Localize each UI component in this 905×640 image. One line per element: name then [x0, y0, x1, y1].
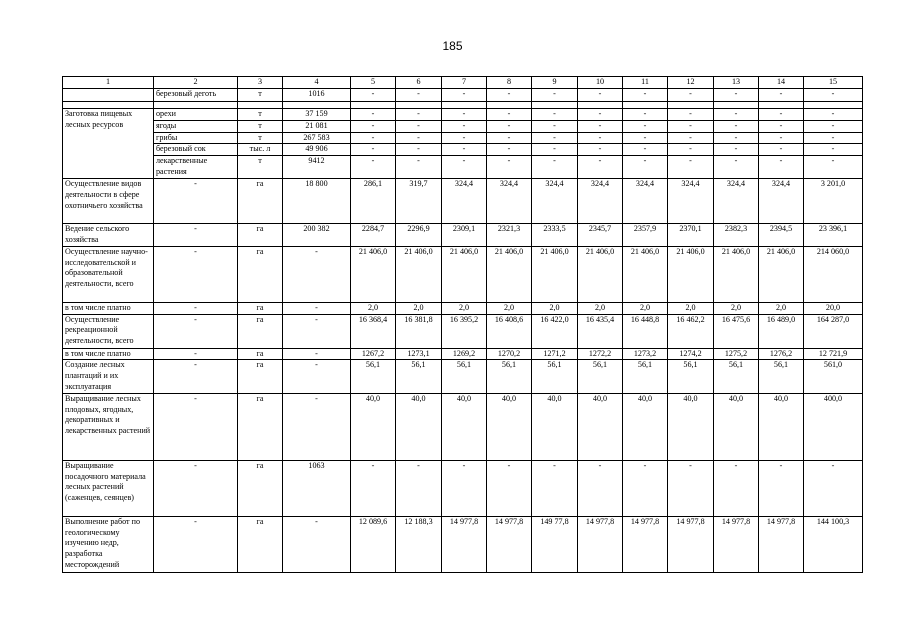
value-cell: 2309,1: [442, 224, 487, 247]
activity-cell: Создание лесных плантаций и их эксплуатация: [63, 360, 154, 393]
value-cell: 23 396,1: [804, 224, 863, 247]
value-cell: -: [623, 89, 668, 102]
value-cell: 2,0: [442, 302, 487, 314]
value-cell: -: [623, 460, 668, 516]
value-cell: 324,4: [759, 179, 804, 224]
value-cell: 286,1: [351, 179, 396, 224]
value-cell: -: [532, 89, 578, 102]
column-number: 3: [238, 77, 283, 89]
value-cell: 56,1: [623, 360, 668, 393]
resource-cell: орехи: [154, 109, 238, 121]
value-cell: 14 977,8: [759, 516, 804, 572]
volume-cell: 37 159: [283, 109, 351, 121]
value-cell: 16 381,8: [396, 314, 442, 348]
value-cell: -: [487, 120, 532, 132]
value-cell: 2321,3: [487, 224, 532, 247]
table-row: [63, 156, 863, 179]
value-cell: 14 977,8: [442, 516, 487, 572]
value-cell: 56,1: [351, 360, 396, 393]
value-cell: -: [396, 156, 442, 179]
value-cell: 40,0: [396, 393, 442, 460]
value-cell: 324,4: [487, 179, 532, 224]
volume-cell: -: [283, 393, 351, 460]
value-cell: 40,0: [578, 393, 623, 460]
column-number-row: [63, 77, 863, 89]
forest-use-table: [62, 76, 863, 573]
value-cell: 21 406,0: [623, 246, 668, 302]
value-cell: 2345,7: [578, 224, 623, 247]
value-cell: 2,0: [578, 302, 623, 314]
value-cell: 1269,2: [442, 348, 487, 360]
spacer-cell: [623, 102, 668, 109]
spacer-row: [63, 102, 863, 109]
value-cell: -: [759, 132, 804, 144]
value-cell: 40,0: [668, 393, 714, 460]
value-cell: 324,4: [532, 179, 578, 224]
value-cell: -: [714, 460, 759, 516]
value-cell: -: [759, 89, 804, 102]
volume-cell: 18 800: [283, 179, 351, 224]
value-cell: -: [351, 132, 396, 144]
value-cell: 56,1: [396, 360, 442, 393]
table-row: [63, 360, 863, 393]
value-cell: 2,0: [487, 302, 532, 314]
resource-cell: -: [154, 224, 238, 247]
page-number: 185: [442, 39, 463, 53]
value-cell: 16 395,2: [442, 314, 487, 348]
value-cell: -: [487, 132, 532, 144]
activity-cell: Осуществление видов деятельности в сфере охотничьего хозяйства: [63, 179, 154, 224]
value-cell: -: [804, 460, 863, 516]
value-cell: 1276,2: [759, 348, 804, 360]
value-cell: -: [759, 120, 804, 132]
value-cell: 3 201,0: [804, 179, 863, 224]
value-cell: -: [351, 144, 396, 156]
value-cell: -: [714, 109, 759, 121]
spacer-cell: [578, 102, 623, 109]
value-cell: -: [396, 144, 442, 156]
value-cell: 12 188,3: [396, 516, 442, 572]
value-cell: 2296,9: [396, 224, 442, 247]
spacer-cell: [668, 102, 714, 109]
value-cell: -: [442, 156, 487, 179]
column-number: 8: [487, 77, 532, 89]
value-cell: -: [668, 109, 714, 121]
value-cell: -: [487, 89, 532, 102]
unit-cell: га: [238, 360, 283, 393]
column-number: 4: [283, 77, 351, 89]
value-cell: 324,4: [714, 179, 759, 224]
volume-cell: 1063: [283, 460, 351, 516]
value-cell: 21 406,0: [532, 246, 578, 302]
value-cell: 16 462,2: [668, 314, 714, 348]
value-cell: -: [351, 156, 396, 179]
volume-cell: -: [283, 314, 351, 348]
column-number: 12: [668, 77, 714, 89]
value-cell: -: [396, 460, 442, 516]
value-cell: 14 977,8: [487, 516, 532, 572]
resource-cell: -: [154, 302, 238, 314]
unit-cell: га: [238, 348, 283, 360]
value-cell: 1270,2: [487, 348, 532, 360]
table-row: [63, 460, 863, 516]
table-row: [63, 89, 863, 102]
value-cell: 40,0: [351, 393, 396, 460]
value-cell: -: [442, 89, 487, 102]
value-cell: 16 489,0: [759, 314, 804, 348]
spacer-cell: [238, 102, 283, 109]
value-cell: -: [759, 144, 804, 156]
value-cell: -: [759, 460, 804, 516]
value-cell: 21 406,0: [442, 246, 487, 302]
activity-cell: Заготовка пищевых лесных ресурсов: [63, 109, 154, 179]
value-cell: 164 287,0: [804, 314, 863, 348]
table-row: [63, 132, 863, 144]
value-cell: -: [578, 156, 623, 179]
spacer-cell: [283, 102, 351, 109]
value-cell: 21 406,0: [487, 246, 532, 302]
value-cell: 56,1: [578, 360, 623, 393]
table-row: [63, 393, 863, 460]
value-cell: -: [442, 109, 487, 121]
unit-cell: га: [238, 516, 283, 572]
value-cell: -: [714, 120, 759, 132]
value-cell: -: [714, 89, 759, 102]
value-cell: 2284,7: [351, 224, 396, 247]
value-cell: 40,0: [623, 393, 668, 460]
resource-cell: -: [154, 179, 238, 224]
spacer-cell: [442, 102, 487, 109]
unit-cell: т: [238, 132, 283, 144]
column-number: 9: [532, 77, 578, 89]
column-number: 7: [442, 77, 487, 89]
volume-cell: 1016: [283, 89, 351, 102]
spacer-cell: [759, 102, 804, 109]
value-cell: -: [668, 132, 714, 144]
value-cell: -: [351, 109, 396, 121]
value-cell: -: [578, 109, 623, 121]
value-cell: 324,4: [442, 179, 487, 224]
value-cell: -: [578, 144, 623, 156]
value-cell: 2,0: [532, 302, 578, 314]
resource-cell: -: [154, 348, 238, 360]
value-cell: -: [804, 89, 863, 102]
value-cell: 1267,2: [351, 348, 396, 360]
value-cell: 2333,5: [532, 224, 578, 247]
resource-cell: -: [154, 246, 238, 302]
value-cell: -: [532, 460, 578, 516]
value-cell: 324,4: [578, 179, 623, 224]
value-cell: 319,7: [396, 179, 442, 224]
value-cell: -: [714, 156, 759, 179]
value-cell: 1272,2: [578, 348, 623, 360]
resource-cell: -: [154, 360, 238, 393]
table-row: [63, 120, 863, 132]
value-cell: 21 406,0: [351, 246, 396, 302]
value-cell: -: [532, 120, 578, 132]
activity-cell: Ведение сельского хозяйства: [63, 224, 154, 247]
volume-cell: 200 382: [283, 224, 351, 247]
value-cell: 2394,5: [759, 224, 804, 247]
unit-cell: га: [238, 246, 283, 302]
value-cell: 14 977,8: [623, 516, 668, 572]
value-cell: 561,0: [804, 360, 863, 393]
value-cell: -: [532, 132, 578, 144]
value-cell: 40,0: [532, 393, 578, 460]
value-cell: 2,0: [714, 302, 759, 314]
value-cell: 400,0: [804, 393, 863, 460]
value-cell: 324,4: [623, 179, 668, 224]
value-cell: -: [804, 144, 863, 156]
spacer-cell: [487, 102, 532, 109]
value-cell: -: [578, 460, 623, 516]
activity-cell: в том числе платно: [63, 348, 154, 360]
activity-cell: Выполнение работ по геологическому изучению недр, разработка месторождений: [63, 516, 154, 572]
value-cell: -: [532, 156, 578, 179]
value-cell: -: [668, 156, 714, 179]
value-cell: 1275,2: [714, 348, 759, 360]
value-cell: -: [759, 156, 804, 179]
spacer-cell: [351, 102, 396, 109]
value-cell: 12 721,9: [804, 348, 863, 360]
resource-cell: -: [154, 314, 238, 348]
value-cell: -: [442, 460, 487, 516]
table-row: [63, 314, 863, 348]
unit-cell: т: [238, 109, 283, 121]
value-cell: 16 435,4: [578, 314, 623, 348]
unit-cell: га: [238, 393, 283, 460]
value-cell: 20,0: [804, 302, 863, 314]
value-cell: -: [804, 132, 863, 144]
value-cell: -: [804, 156, 863, 179]
resource-cell: грибы: [154, 132, 238, 144]
value-cell: -: [578, 132, 623, 144]
value-cell: 16 448,8: [623, 314, 668, 348]
resource-cell: березовый сок: [154, 144, 238, 156]
column-number: 10: [578, 77, 623, 89]
resource-cell: ягоды: [154, 120, 238, 132]
table-row: [63, 348, 863, 360]
unit-cell: га: [238, 314, 283, 348]
column-number: 13: [714, 77, 759, 89]
value-cell: 56,1: [487, 360, 532, 393]
activity-cell: Выращивание посадочного материала лесных растений (саженцев, сеянцев): [63, 460, 154, 516]
value-cell: 21 406,0: [714, 246, 759, 302]
value-cell: 214 060,0: [804, 246, 863, 302]
value-cell: -: [668, 89, 714, 102]
spacer-cell: [804, 102, 863, 109]
table-row: [63, 246, 863, 302]
value-cell: -: [351, 120, 396, 132]
value-cell: 56,1: [442, 360, 487, 393]
volume-cell: -: [283, 246, 351, 302]
volume-cell: -: [283, 302, 351, 314]
value-cell: 144 100,3: [804, 516, 863, 572]
value-cell: -: [351, 460, 396, 516]
volume-cell: 9412: [283, 156, 351, 179]
value-cell: -: [623, 132, 668, 144]
activity-cell: Выращивание лесных плодовых, ягодных, декоративных и лекарственных растений: [63, 393, 154, 460]
value-cell: 56,1: [668, 360, 714, 393]
value-cell: 2,0: [396, 302, 442, 314]
value-cell: 1274,2: [668, 348, 714, 360]
value-cell: -: [396, 120, 442, 132]
value-cell: -: [532, 144, 578, 156]
value-cell: -: [714, 144, 759, 156]
value-cell: 1273,2: [623, 348, 668, 360]
value-cell: -: [487, 460, 532, 516]
value-cell: 2382,3: [714, 224, 759, 247]
value-cell: 2,0: [668, 302, 714, 314]
value-cell: -: [623, 156, 668, 179]
volume-cell: 267 583: [283, 132, 351, 144]
value-cell: -: [487, 156, 532, 179]
activity-cell: Осуществление рекреационной деятельности, всего: [63, 314, 154, 348]
spacer-cell: [396, 102, 442, 109]
value-cell: 40,0: [759, 393, 804, 460]
column-number: 14: [759, 77, 804, 89]
unit-cell: га: [238, 224, 283, 247]
value-cell: 56,1: [714, 360, 759, 393]
value-cell: -: [804, 109, 863, 121]
column-number: 6: [396, 77, 442, 89]
value-cell: -: [396, 132, 442, 144]
volume-cell: 21 081: [283, 120, 351, 132]
table-row: [63, 302, 863, 314]
table-row: [63, 179, 863, 224]
value-cell: 40,0: [714, 393, 759, 460]
value-cell: -: [442, 120, 487, 132]
value-cell: 2,0: [351, 302, 396, 314]
value-cell: -: [578, 120, 623, 132]
value-cell: -: [396, 89, 442, 102]
unit-cell: га: [238, 302, 283, 314]
resource-cell: -: [154, 516, 238, 572]
unit-cell: тыс. л: [238, 144, 283, 156]
spacer-cell: [714, 102, 759, 109]
value-cell: 56,1: [759, 360, 804, 393]
value-cell: 16 368,4: [351, 314, 396, 348]
value-cell: 1271,2: [532, 348, 578, 360]
value-cell: -: [623, 109, 668, 121]
value-cell: -: [578, 89, 623, 102]
value-cell: 21 406,0: [668, 246, 714, 302]
resource-cell: березовый деготь: [154, 89, 238, 102]
resource-cell: -: [154, 460, 238, 516]
spacer-cell: [63, 102, 154, 109]
value-cell: 149 77,8: [532, 516, 578, 572]
value-cell: 14 977,8: [668, 516, 714, 572]
value-cell: 16 475,6: [714, 314, 759, 348]
column-number: 15: [804, 77, 863, 89]
activity-cell: [63, 89, 154, 102]
spacer-cell: [532, 102, 578, 109]
volume-cell: -: [283, 360, 351, 393]
value-cell: 21 406,0: [759, 246, 804, 302]
value-cell: 16 408,6: [487, 314, 532, 348]
value-cell: -: [532, 109, 578, 121]
value-cell: 2370,1: [668, 224, 714, 247]
value-cell: -: [396, 109, 442, 121]
volume-cell: -: [283, 516, 351, 572]
table-row: [63, 144, 863, 156]
value-cell: 2357,9: [623, 224, 668, 247]
column-number: 5: [351, 77, 396, 89]
value-cell: 40,0: [487, 393, 532, 460]
value-cell: 21 406,0: [578, 246, 623, 302]
column-number: 2: [154, 77, 238, 89]
value-cell: 2,0: [623, 302, 668, 314]
value-cell: -: [804, 120, 863, 132]
value-cell: -: [759, 109, 804, 121]
value-cell: 1273,1: [396, 348, 442, 360]
table-row: [63, 224, 863, 247]
value-cell: 2,0: [759, 302, 804, 314]
value-cell: 12 089,6: [351, 516, 396, 572]
value-cell: -: [487, 144, 532, 156]
column-number: 1: [63, 77, 154, 89]
value-cell: -: [623, 120, 668, 132]
value-cell: -: [351, 89, 396, 102]
activity-cell: Осуществление научно-исследовательской и образовательной деятельности, всего: [63, 246, 154, 302]
volume-cell: 49 906: [283, 144, 351, 156]
value-cell: 324,4: [668, 179, 714, 224]
value-cell: -: [623, 144, 668, 156]
value-cell: 56,1: [532, 360, 578, 393]
value-cell: -: [714, 132, 759, 144]
unit-cell: га: [238, 460, 283, 516]
value-cell: 21 406,0: [396, 246, 442, 302]
value-cell: 16 422,0: [532, 314, 578, 348]
value-cell: -: [668, 144, 714, 156]
value-cell: 40,0: [442, 393, 487, 460]
volume-cell: -: [283, 348, 351, 360]
unit-cell: т: [238, 156, 283, 179]
unit-cell: т: [238, 120, 283, 132]
value-cell: -: [487, 109, 532, 121]
spacer-cell: [154, 102, 238, 109]
value-cell: -: [668, 120, 714, 132]
value-cell: -: [668, 460, 714, 516]
column-number: 11: [623, 77, 668, 89]
value-cell: 14 977,8: [578, 516, 623, 572]
unit-cell: т: [238, 89, 283, 102]
value-cell: -: [442, 132, 487, 144]
activity-cell: в том числе платно: [63, 302, 154, 314]
value-cell: 14 977,8: [714, 516, 759, 572]
table-row: [63, 109, 863, 121]
resource-cell: -: [154, 393, 238, 460]
resource-cell: лекарственные растения: [154, 156, 238, 179]
value-cell: -: [442, 144, 487, 156]
unit-cell: га: [238, 179, 283, 224]
table-row: [63, 516, 863, 572]
